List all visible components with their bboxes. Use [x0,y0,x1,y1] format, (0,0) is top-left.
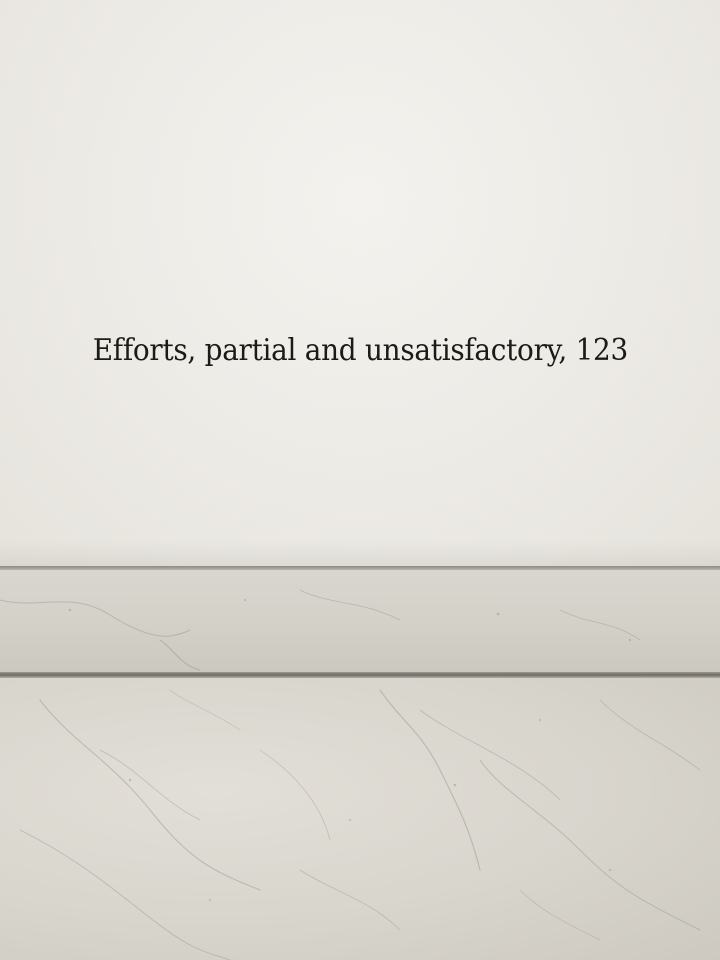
marble-vein [260,750,330,840]
marble-vein [600,700,700,770]
marble-speck [497,613,500,616]
wall-inscription: Efforts, partial and unsatisfactory, 123 [92,333,629,368]
marble-veins [0,570,720,960]
marble-speck [69,609,71,611]
marble-vein [300,590,400,620]
marble-speck [209,899,211,901]
marble-vein [560,610,640,640]
marble-vein [520,890,600,940]
marble-speck [609,869,611,871]
marble-speck [454,784,457,787]
marble-speck [539,719,541,721]
marble-vein [160,640,200,670]
marble-vein [20,830,230,960]
marble-vein [300,870,400,930]
marble-vein [170,690,240,730]
marble-speck [349,819,351,821]
marble-speck [129,779,131,781]
marble-vein [0,600,190,636]
marble-vein [420,710,560,800]
marble-vein [40,700,260,890]
marble-speck [244,599,246,601]
wall-shadow [0,540,720,568]
marble-speck [629,639,631,641]
marble-vein [480,760,700,930]
